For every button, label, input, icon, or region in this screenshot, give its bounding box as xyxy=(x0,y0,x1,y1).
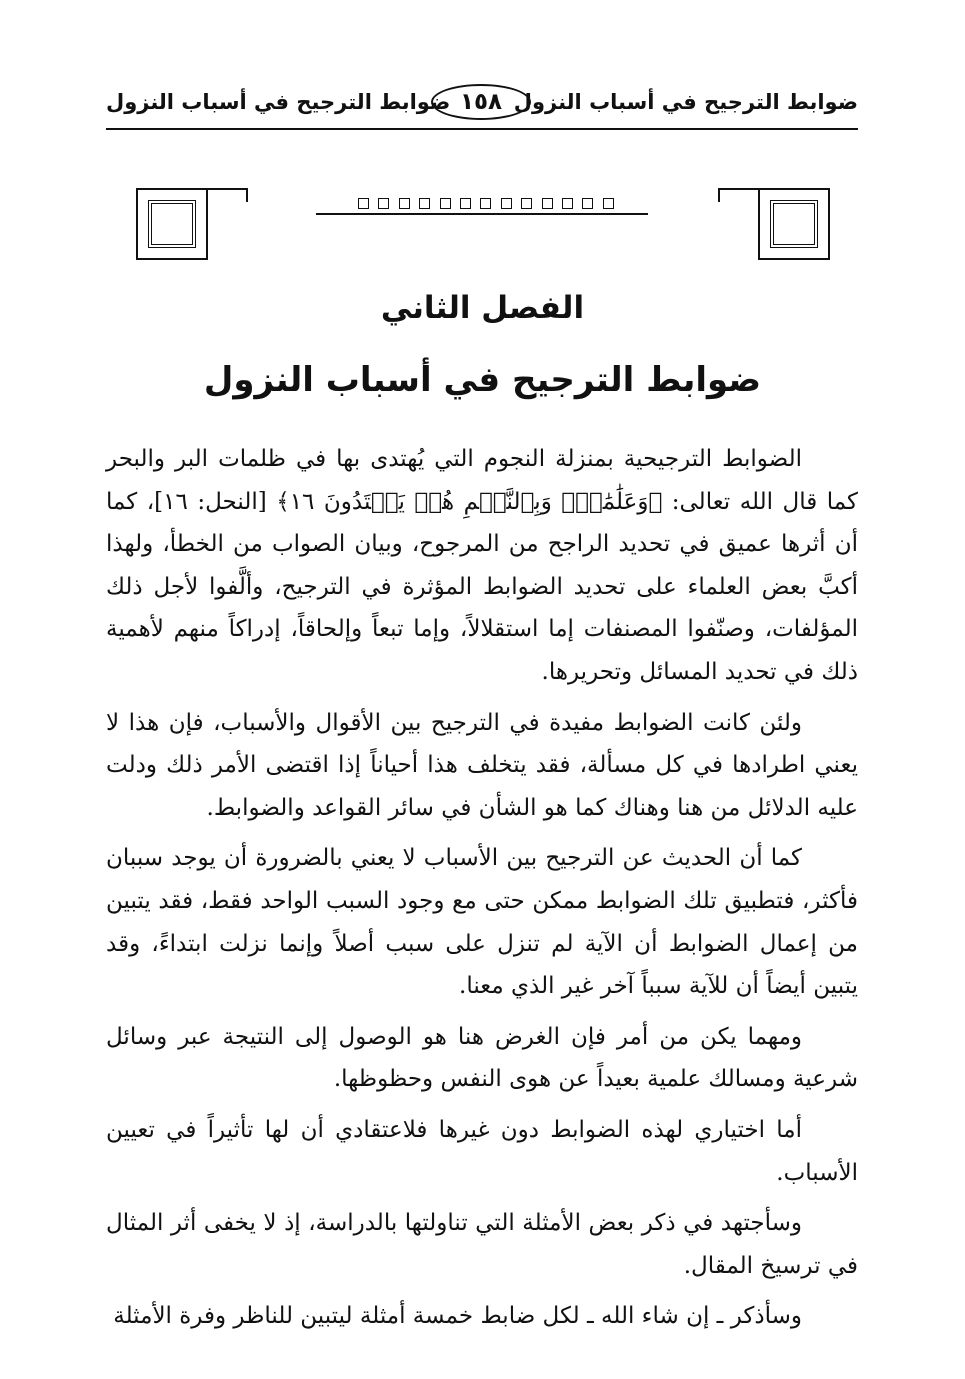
paragraph-5: أما اختياري لهذه الضوابط دون غيرها فلاعتقادي أن لها تأثيراً في تعيين الأسباب. xyxy=(106,1116,858,1186)
ornament-square xyxy=(501,198,512,209)
ornament-corner-frame-left xyxy=(136,188,208,260)
paragraph-3: كما أن الحديث عن الترجيح بين الأسباب لا يعني بالضرورة أن يوجد سببان فأكثر، فتطبيق تلك الضوابط ممكن حتى مع وجود السبب الواحد فقط، فقد يتبين من إعمال الضوابط أن الآية لم تنزل على سبب أصلاً وإنما نزلت ابتداءً، وقد يتبين أيضاً أن للآية سبباً آخر غير الذي معنا. xyxy=(106,845,858,1000)
ornament-square xyxy=(419,198,430,209)
ornament-squares-row xyxy=(358,194,614,212)
running-header-title-right: ضوابط الترجيح في أسباب النزول xyxy=(513,90,858,114)
ornament-square xyxy=(460,198,471,209)
ornament-square xyxy=(440,198,451,209)
paragraph-7: وسأذكر ـ إن شاء الله ـ لكل ضابط خمسة أمثلة ليتبين للناظر وفرة الأمثلة xyxy=(113,1303,802,1330)
paragraph-1 xyxy=(106,438,858,694)
page-number: ١٥٨ xyxy=(431,84,531,120)
ornament-right-drop-line xyxy=(718,188,720,202)
ornament-square xyxy=(582,198,593,209)
ornament-square xyxy=(378,198,389,209)
ornament-corner-frame-right xyxy=(758,188,830,260)
ornament-square xyxy=(603,198,614,209)
paragraph-2: ولئن كانت الضوابط مفيدة في الترجيح بين الأقوال والأسباب، فإن هذا لا يعني اطرادها في كل مسألة، فقد يتخلف هذا أحياناً إذا اقتضى الأمر ذلك ودلت عليه الدلائل من هنا وهناك كما هو الشأن في سائر القواعد والضوابط. xyxy=(106,709,858,821)
body-text xyxy=(106,438,858,1346)
chapter-title: ضوابط الترجيح في أسباب النزول xyxy=(203,360,762,400)
running-header-title-left: ضوابط الترجيح في أسباب النزول xyxy=(106,90,451,114)
paragraph-1-text-a: الضوابط الترجيحية بمنزلة النجوم التي يُهتدى بها في ظلمات البر والبحر كما قال الله تعالى: xyxy=(106,446,858,515)
ornament-square xyxy=(521,198,532,209)
ornament-frame-inner xyxy=(770,200,818,248)
paragraph-4: ومهما يكن من أمر فإن الغرض هنا هو الوصول إلى النتيجة عبر وسائل شرعية ومسالك علمية بعيداً عن هوى النفس وحظوظها. xyxy=(106,1023,858,1093)
paragraph-1-text-b: [النحل: ١٦]، كما أن أثرها عميق في تحديد الراجح من المرجوح، وبيان الصواب من الخطأ، ولهذا أكبَّ بعض العلماء على تحديد الضوابط المؤثرة في الترجيح، وألَّفوا لأجل ذلك المؤلفات، وصنّفوا المصنفات إما استقلالاً، وإما تبعاً وإلحاقاً، إدراكاً منهم لأهمية ذلك في تحديد المسائل وتحريرها. xyxy=(106,488,858,685)
ornament-square xyxy=(542,198,553,209)
ornament-frame-inner xyxy=(148,200,196,248)
quran-verse: ﴿وَعَلَٰمَٰتٍۚ وَبِٱلنَّجۡمِ هُمۡ يَهۡتَدُونَ ١٦﴾ xyxy=(276,488,663,515)
ornament-left-drop-line xyxy=(246,188,248,202)
paragraph-6: وسأجتهد في ذكر بعض الأمثلة التي تناولتها بالدراسة، إذ لا يخفى أثر المثال في ترسيخ المقال. xyxy=(106,1210,858,1279)
ornament-square xyxy=(562,198,573,209)
running-header xyxy=(106,84,858,130)
ornament-square xyxy=(399,198,410,209)
header-rule xyxy=(106,128,858,130)
chapter-label: الفصل الثاني xyxy=(380,290,585,326)
ornament-square xyxy=(358,198,369,209)
ornament-rule xyxy=(316,213,648,215)
ornament-square xyxy=(480,198,491,209)
